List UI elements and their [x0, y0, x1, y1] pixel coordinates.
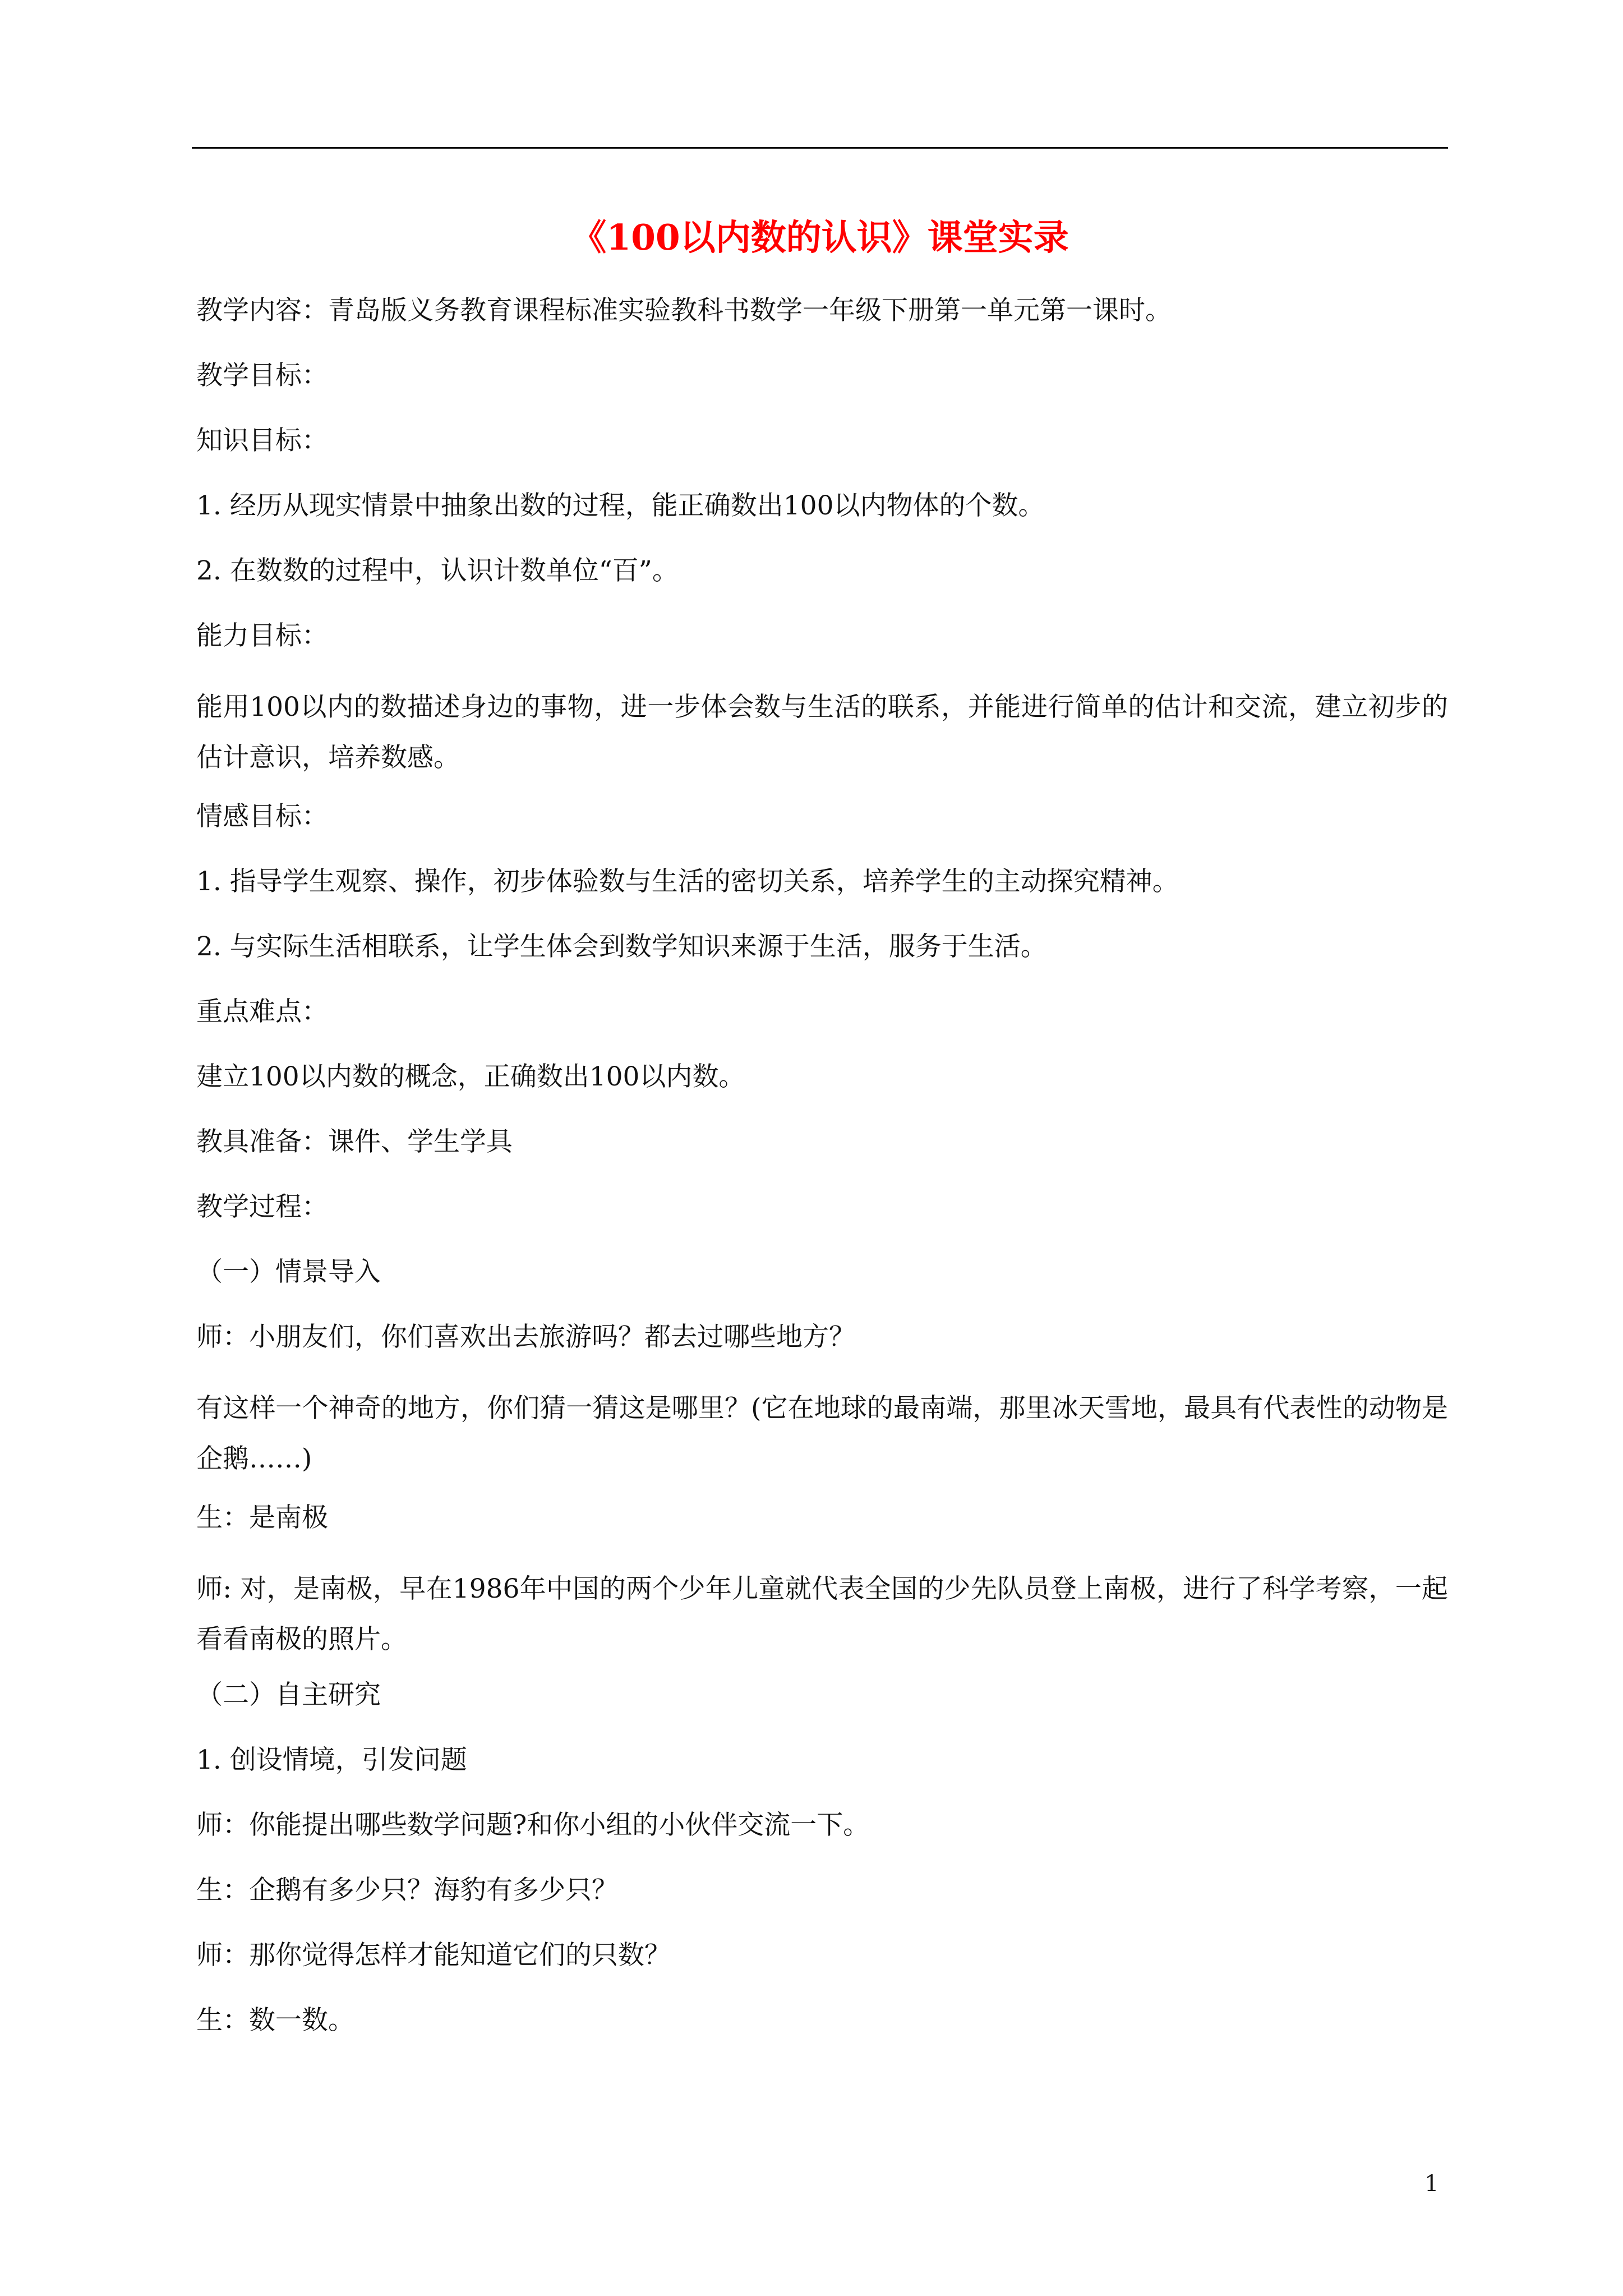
- paragraph-key-points: 建立100以内数的概念，正确数出100以内数。: [196, 1061, 745, 1092]
- section-heading-intro: （一）情景导入: [196, 1257, 381, 1287]
- heading-emotion-goals: 情感目标：: [196, 801, 328, 832]
- paragraph-teaching-content: 教学内容：青岛版义务教育课程标准实验教科书数学一年级下册第一单元第一课时。: [196, 295, 1172, 326]
- heading-knowledge-goals: 知识目标：: [196, 425, 328, 456]
- dialogue-student-3: 生：数一数。: [196, 2005, 354, 2036]
- dialogue-student-2: 生：企鹅有多少只？海豹有多少只？: [196, 1875, 618, 1906]
- heading-teaching-goals: 教学目标：: [196, 360, 328, 391]
- list-item-emotion-2: 2. 与实际生活相联系，让学生体会到数学知识来源于生活，服务于生活。: [196, 931, 1047, 962]
- dialogue-teacher-2: 师: 对，是南极，早在1986年中国的两个少年儿童就代表全国的少先队员登上南极，进行了科学考察，一起看看南极的照片。: [196, 1573, 1448, 1655]
- dialogue-teacher-3: 师：你能提出哪些数学问题?和你小组的小伙伴交流一下。: [196, 1810, 870, 1841]
- dialogue-teacher-1: 师：小朋友们，你们喜欢出去旅游吗？都去过哪些地方？: [196, 1322, 855, 1352]
- dialogue-teacher-4: 师：那你觉得怎样才能知道它们的只数？: [196, 1940, 671, 1971]
- paragraph-ability-goals: 能用100以内的数描述身边的事物，进一步体会数与生活的联系，并能进行简单的估计和交流，建立初步的估计意识，培养数感。: [196, 692, 1448, 773]
- paragraph-teaching-aids: 教具准备：课件、学生学具: [196, 1126, 513, 1157]
- header-rule: [192, 147, 1448, 149]
- page-number: 1: [1424, 2171, 1439, 2197]
- list-item-knowledge-1: 1. 经历从现实情景中抽象出数的过程，能正确数出100以内物体的个数。: [196, 490, 1045, 521]
- dialogue-student-1: 生：是南极: [196, 1502, 328, 1533]
- paragraph-riddle: 有这样一个神奇的地方，你们猜一猜这是哪里？(它在地球的最南端，那里冰天雪地，最具有代表性的动物是企鹅……): [196, 1393, 1448, 1474]
- section-heading-research: （二）自主研究: [196, 1680, 381, 1710]
- heading-teaching-process: 教学过程：: [196, 1191, 328, 1222]
- list-item-create-situation: 1. 创设情境，引发问题: [196, 1745, 467, 1775]
- document-title: 《100以内数的认识》课堂实录: [571, 217, 1069, 258]
- heading-ability-goals: 能力目标：: [196, 620, 328, 651]
- document-body: [196, 292, 1448, 2067]
- list-item-knowledge-2: 2. 在数数的过程中，认识计数单位“百”。: [196, 555, 679, 586]
- list-item-emotion-1: 1. 指导学生观察、操作，初步体验数与生活的密切关系，培养学生的主动探究精神。: [196, 866, 1179, 897]
- heading-key-points: 重点难点：: [196, 996, 328, 1027]
